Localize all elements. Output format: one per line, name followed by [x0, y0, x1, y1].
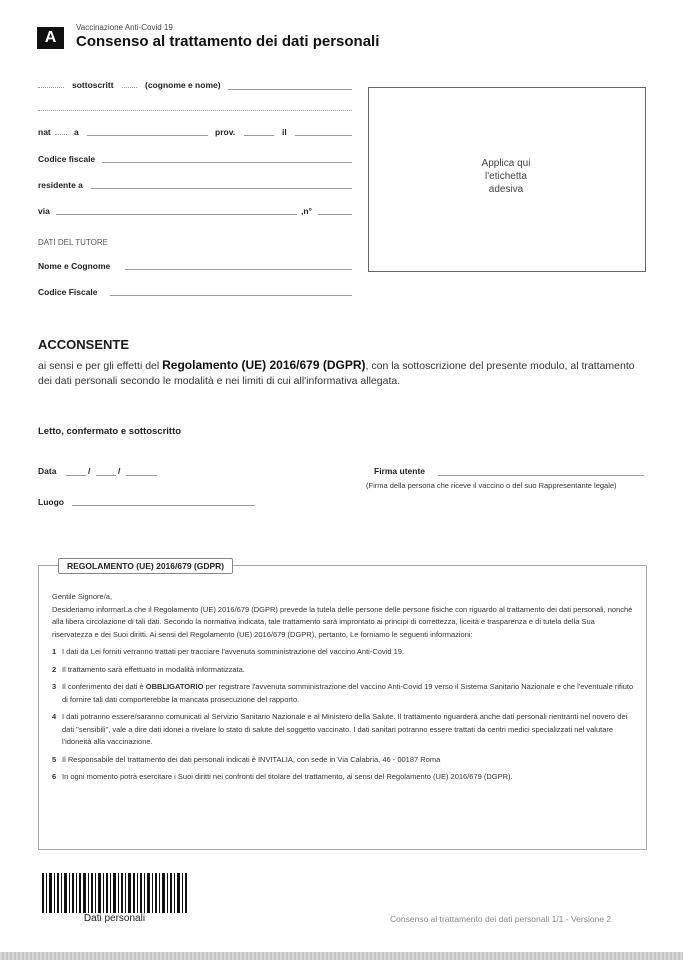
gdpr-item-num: 2 — [52, 664, 57, 674]
barcode-label: Dati personali — [42, 913, 187, 924]
signer-note: (Firma della persona che riceve il vaccino o del suo Rappresentante legale) — [366, 481, 617, 490]
gdpr-item-text: I dati da Lei forniti verranno trattati per tracciare l'avvenuta somministrazione del vaccino Anti-Covid 19. — [62, 647, 405, 656]
sticker-label-line2: l'etichetta — [485, 171, 527, 182]
gdpr-item-text: In ogni momento potrà esercitare i Suoi diritti nei confronti del titolare del trattamento, ai sensi del Regolamento (UE) 2016/679 (DGPR). — [62, 772, 513, 781]
section-badge: A — [37, 27, 64, 49]
residente-label: residente a — [38, 180, 83, 190]
consent-regulation: Regolamento (UE) 2016/679 (DGPR) — [162, 358, 366, 372]
gdpr-item-num: 1 — [52, 647, 57, 656]
numero-label: ,n° — [301, 206, 312, 216]
prov-field[interactable] — [244, 135, 274, 136]
via-label: via — [38, 206, 50, 216]
gdpr-item-num: 5 — [52, 754, 57, 764]
signer-label: Firma utente — [374, 466, 426, 476]
gdpr-item — [52, 646, 637, 659]
gdpr-item-rest: per registrare l'avvenuta somministrazione del vaccino Anti-Covid 19 verso il Sistema Sanitario Nazionale e che l'eventuale rifiuto di fornire tali dati comporterebbe la mancata prosecuzione del rapporto. — [62, 682, 634, 704]
sottoscritto-suffix-blank[interactable] — [122, 87, 137, 88]
barcode — [42, 873, 187, 915]
gdpr-item-pre: Il conferimento dei dati è — [62, 682, 146, 691]
gdpr-item-text: Il trattamento sarà effettuato in modalità informatizzata. — [62, 664, 245, 674]
gdpr-item-num: 6 — [52, 772, 57, 781]
date-year-field[interactable] — [126, 475, 157, 476]
tutore-header: DATI DEL TUTORE — [38, 238, 108, 247]
via-field[interactable] — [56, 214, 297, 215]
gdpr-text — [52, 591, 637, 784]
gdpr-item-text — [62, 681, 637, 706]
numero-field[interactable] — [318, 214, 352, 215]
document-title: Consenso al trattamento dei dati personali — [76, 33, 380, 50]
consent-text-after: , con la sottoscrizione del presente modulo, al trattamento dei dati personali secondo le modalità e nei limiti di cui all'informativa allegata. — [38, 360, 635, 387]
codice-fiscale-field[interactable] — [102, 162, 352, 163]
gdpr-item — [52, 711, 637, 749]
date-month-field[interactable] — [96, 475, 116, 476]
gdpr-item — [52, 664, 637, 677]
nato-label: nat — [38, 127, 51, 137]
gdpr-item-bold: OBBLIGATORIO — [145, 682, 204, 691]
consent-title: ACCONSENTE — [38, 337, 130, 352]
place-field[interactable] — [72, 505, 255, 506]
cognome-nome-label: (cognome e nome) — [145, 80, 221, 90]
gdpr-item — [52, 754, 637, 767]
date-sep-1: / — [88, 466, 91, 476]
consent-text-before: ai sensi e per gli effetti del — [38, 360, 163, 372]
gdpr-item-text: I dati potranno essere/saranno comunicati al Servizio Sanitario Nazionale e al Ministero della Salute. Il trattamento riguarderà anche dati personali rientranti nel novero dei dati "sensibili", vale a dire dati idonei a rivelare lo stato di salute del soggetto vaccinato. I dati sanitari potranno essere trattati da centri medici specializzati nel valutare l'idoneità alla vaccinazione. — [62, 712, 628, 746]
name-continuation-field[interactable] — [38, 110, 352, 111]
prefix-blank[interactable] — [38, 87, 64, 88]
date-sep-2: / — [118, 466, 121, 476]
page-edge — [0, 952, 683, 960]
gdpr-item — [52, 681, 637, 706]
gdpr-greeting: Gentile Signore/a, — [52, 592, 113, 601]
sticker-label-line3: adesiva — [488, 184, 524, 195]
il-label: il — [282, 127, 287, 137]
date-day-field[interactable] — [66, 475, 86, 476]
gdpr-item-num: 3 — [52, 682, 57, 691]
residente-field[interactable] — [91, 188, 352, 189]
gdpr-tab: REGOLAMENTO (UE) 2016/679 (GDPR) — [58, 558, 233, 574]
sticker-label-text — [368, 157, 644, 196]
document-subtitle: Vaccinazione Anti-Covid 19 — [76, 23, 173, 32]
sottoscritto-label: sottoscritt — [72, 80, 114, 90]
prov-label: prov. — [215, 127, 236, 137]
nato-suffix-blank[interactable] — [55, 134, 67, 135]
codice-fiscale-label: Codice fiscale — [38, 154, 96, 164]
signature-field[interactable] — [438, 475, 644, 476]
birthdate-field[interactable] — [295, 135, 352, 136]
tutore-nome-label: Nome e Cognome — [38, 261, 111, 271]
birthplace-field[interactable] — [87, 135, 208, 136]
tutore-cf-field[interactable] — [110, 295, 352, 296]
read-confirmed-label: Letto, confermato e sottoscritto — [38, 426, 182, 437]
consent-text — [38, 358, 638, 389]
gdpr-item-num: 4 — [52, 712, 57, 721]
gdpr-intro: Desideriamo informarLa che il Regolamento (UE) 2016/679 (DGPR) prevede la tutela delle persone delle persone fisiche con riguardo al trattamento dei dati personali, nonché alla libera circolazione di tali dati. Secondo la normativa indicata, tale trattamento sarà improntato ai principi di correttezza, liceità e trasparenza e di tutela della Sua riservatezza e dei Suoi diritti. Ai sensi del Regolamento (UE) 2016/679 (DGPR), pertanto, Le forniamo le seguenti informazioni: — [52, 604, 633, 639]
a-label: a — [74, 127, 79, 137]
sticker-label-line1: Applica qui — [481, 158, 531, 169]
tutore-cf-label: Codice Fiscale — [38, 287, 98, 297]
place-label: Luogo — [38, 497, 64, 507]
cognome-nome-field[interactable] — [228, 89, 352, 90]
gdpr-item-text: Il Responsabile del trattamento dei dati personali indicati è INVITALIA, con sede in Via Calabria, 46 - 00187 Roma — [62, 754, 441, 764]
tutore-nome-field[interactable] — [125, 269, 352, 270]
page-footer: Consenso al trattamento dei dati personali 1/1 - Versione 2 — [390, 914, 612, 924]
date-label: Data — [38, 466, 57, 476]
gdpr-item — [52, 771, 637, 784]
